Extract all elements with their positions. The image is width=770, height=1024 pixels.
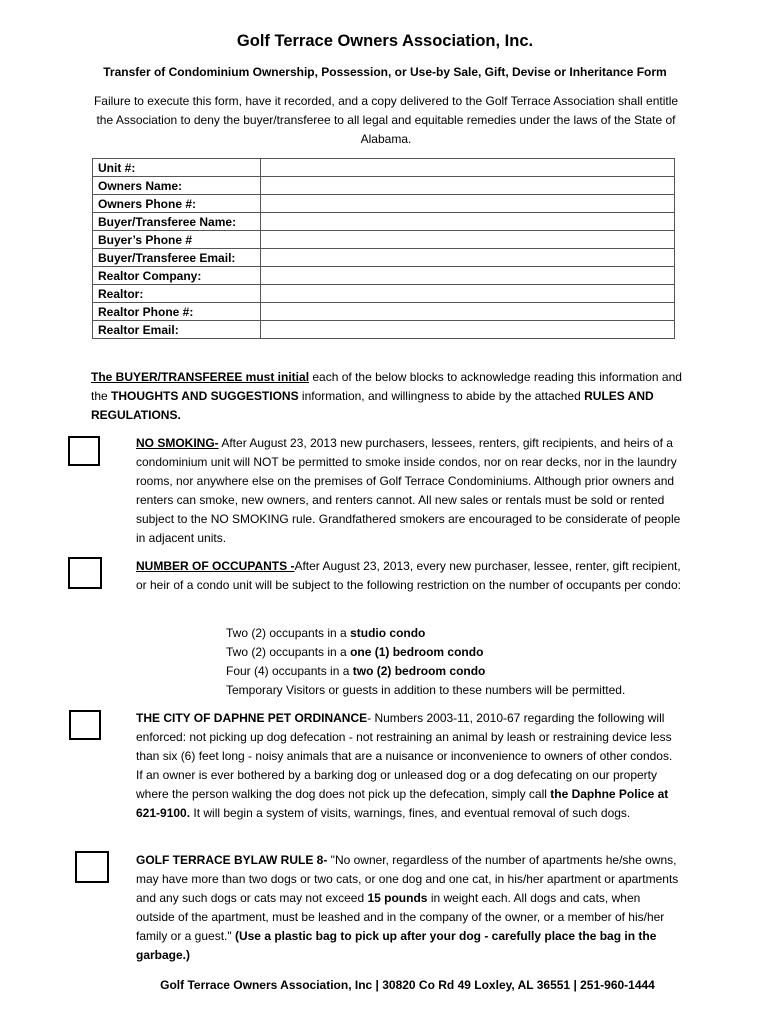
ack-text: each of the below blocks to acknowledge reading this information and the (91, 370, 682, 403)
table-row (93, 249, 675, 267)
row-label: Buyer/Transferee Email: (93, 249, 261, 267)
footer-contact: Golf Terrace Owners Association, Inc | 30820 Co Rd 49 Loxley, AL 36551 | 251-960-1444 (160, 978, 655, 992)
block-bold-tail: (Use a plastic bag to pick up after your dog - carefully place the bag in the garbage.) (136, 929, 657, 962)
ack-bold: THOUGHTS AND SUGGESTIONS (111, 389, 299, 403)
pet-ordinance-block (136, 709, 681, 823)
occupants-initial-box[interactable] (68, 557, 102, 589)
buyer-email-field[interactable] (261, 249, 675, 267)
block-bold: 15 pounds (367, 891, 428, 905)
table-row (93, 321, 675, 339)
realtor-phone-field[interactable] (261, 303, 675, 321)
block-heading: NUMBER OF OCCUPANTS - (136, 559, 295, 573)
realtor-email-field[interactable] (261, 321, 675, 339)
intro-paragraph: Failure to execute this form, have it recorded, and a copy delivered to the Golf Terrace Association shall entitle the Association to deny the buyer/transferee to all legal and equitable remedies under the laws of the State of Alabama. (93, 94, 679, 146)
row-label: Realtor: (93, 285, 261, 303)
row-label: Realtor Phone #: (93, 303, 261, 321)
owners-phone-field[interactable] (261, 195, 675, 213)
block-body: After August 23, 2013 new purchasers, lessees, renters, gift recipients, and heirs of a condominium unit will NOT be permitted to smoke inside condos, nor on rear decks, nor in the laundry rooms, nor anywhere else on the premises of Golf Terrace Condominiums. Although prior owners and renters can smoke, new owners, and renters cannot. All new sales or rentals must be sold or rented subject to the NO SMOKING rule. Grandfathered smokers are encouraged to be considerate of people in adjacent units. (136, 436, 681, 545)
bylaw-rule-8-block (136, 851, 681, 965)
ack-lead: The BUYER/TRANSFEREE must initial (91, 370, 310, 384)
list-item-bold: two (2) bedroom condo (352, 664, 486, 678)
table-row (93, 195, 675, 213)
table-row (93, 267, 675, 285)
owners-name-field[interactable] (261, 177, 675, 195)
realtor-company-field[interactable] (261, 267, 675, 285)
unit-number-field[interactable] (261, 159, 675, 177)
list-item-text: Two (2) occupants in a (226, 626, 351, 640)
no-smoking-block (136, 434, 681, 548)
form-subtitle: Transfer of Condominium Ownership, Possession, or Use-by Sale, Gift, Devise or Inheritance Form (103, 65, 667, 79)
page-title: Golf Terrace Owners Association, Inc. (236, 32, 534, 50)
table-row (93, 303, 675, 321)
table-row (93, 231, 675, 249)
table-row (93, 213, 675, 231)
row-label: Buyer/Transferee Name: (93, 213, 261, 231)
list-item-text: Temporary Visitors or guests in addition to these numbers will be permitted. (226, 683, 626, 697)
no-smoking-initial-box[interactable] (68, 436, 100, 466)
row-label: Realtor Email: (93, 321, 261, 339)
row-label: Unit #: (93, 159, 261, 177)
list-item-bold: studio condo (350, 626, 426, 640)
row-label: Buyer’s Phone # (93, 231, 261, 249)
block-heading: GOLF TERRACE BYLAW RULE 8- (136, 853, 328, 867)
list-item-text: Four (4) occupants in a (226, 664, 353, 678)
list-item-text: Two (2) occupants in a (226, 645, 351, 659)
buyer-phone-field[interactable] (261, 231, 675, 249)
realtor-field[interactable] (261, 285, 675, 303)
list-item (226, 662, 676, 681)
occupant-limits-list (226, 624, 676, 700)
row-label: Realtor Company: (93, 267, 261, 285)
pet-ordinance-initial-box[interactable] (69, 710, 101, 740)
table-row (93, 159, 675, 177)
list-item (226, 681, 676, 700)
block-bold: the Daphne Police at 621-9100. (136, 787, 669, 820)
ack-bold: RULES AND REGULATIONS. (91, 389, 654, 422)
buyer-name-field[interactable] (261, 213, 675, 231)
ack-text: information, and willingness to abide by the attached (298, 389, 585, 403)
info-table (92, 158, 675, 339)
list-item (226, 643, 676, 662)
block-tail: It will begin a system of visits, warnings, fines, and eventual removal of such dogs. (190, 806, 631, 820)
row-label: Owners Name: (93, 177, 261, 195)
block-heading: NO SMOKING- (136, 436, 219, 450)
block-body: - Numbers 2003-11, 2010-67 regarding the following will enforced: not picking up dog defecation - not restraining an animal by leash or restraining device less than six (6) feet long - noisy animals that are a nuisance or inconvenience to owners of other condos. If an owner is ever bothered by a barking dog or unleased dog or a dog defecating on our property where the person walking the dog does not pick up the defecation, simply call (136, 711, 673, 801)
acknowledgement-paragraph (91, 368, 683, 425)
occupants-block (136, 557, 681, 595)
block-body: "No owner, regardless of the number of apartments he/she owns, may have more than two dogs or two cats, or one dog and one cat, in his/her apartment or apartments and any such dogs or cats may not exceed (136, 853, 679, 905)
bylaw-rule-8-initial-box[interactable] (75, 851, 109, 883)
block-tail: in weight each. All dogs and cats, when outside of the apartment, must be leashed and in the company of the owner, or a member of his/her family or a guest." (136, 891, 665, 943)
list-item-bold: one (1) bedroom condo (350, 645, 484, 659)
list-item (226, 624, 676, 643)
block-body: After August 23, 2013, every new purchaser, lessee, renter, gift recipient, or heir of a condo unit will be subject to the following restriction on the number of occupants per condo: (136, 559, 681, 592)
table-row (93, 285, 675, 303)
table-row (93, 177, 675, 195)
block-heading: THE CITY OF DAPHNE PET ORDINANCE (136, 711, 368, 725)
row-label: Owners Phone #: (93, 195, 261, 213)
